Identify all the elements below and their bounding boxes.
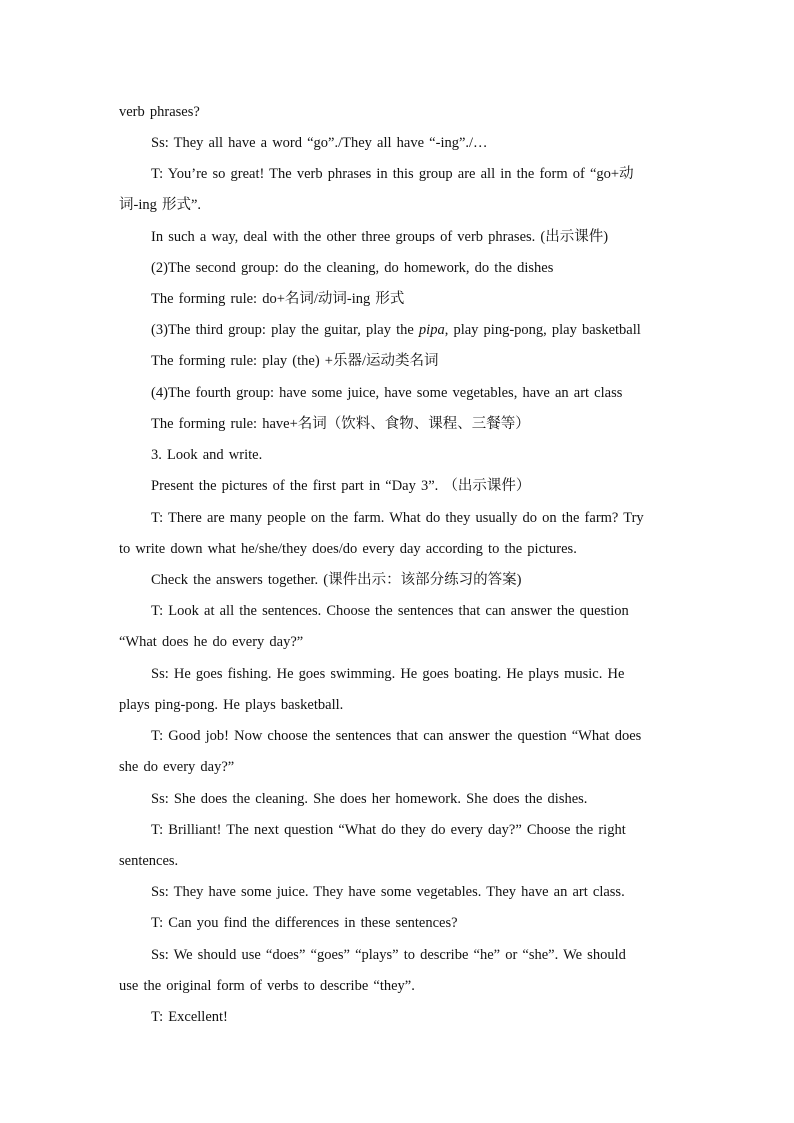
text-segment: , play ping-pong, play basketball — [444, 322, 641, 338]
text-line: 3. Look and write. — [151, 447, 263, 463]
text-line: she do every day?” — [119, 759, 235, 775]
italic-word: pipa — [418, 322, 445, 338]
text-line: The forming rule: have+名词（饮料、食物、课程、三餐等） — [151, 416, 530, 432]
text-line: 词-ing 形式”. — [119, 197, 202, 213]
text-line: to write down what he/she/they does/do every day according to the pictures. — [119, 541, 577, 557]
text-line: T: You’re so great! The verb phrases in this group are all in the form of “go+动 — [151, 166, 634, 182]
text-line — [0, 320, 794, 340]
text-line: T: Brilliant! The next question “What do they do every day?” Choose the right — [151, 822, 626, 838]
text-line: Ss: She does the cleaning. She does her homework. She does the dishes. — [151, 791, 588, 807]
text-line: use the original form of verbs to describe “they”. — [119, 978, 415, 994]
text-line: plays ping-pong. He plays basketball. — [119, 697, 344, 713]
text-line: (4)The fourth group: have some juice, have some vegetables, have an art class — [151, 385, 623, 401]
text-line: verb phrases? — [119, 104, 200, 120]
text-line: The forming rule: play (the) +乐器/运动类名词 — [151, 353, 439, 369]
text-line: Check the answers together. (课件出示：该部分练习的答案) — [151, 572, 522, 588]
text-line: Ss: They have some juice. They have some vegetables. They have an art class. — [151, 884, 625, 900]
text-line: (2)The second group: do the cleaning, do homework, do the dishes — [151, 260, 554, 276]
text-line: sentences. — [119, 853, 179, 869]
text-line: The forming rule: do+名词/动词-ing 形式 — [151, 291, 405, 307]
text-line: T: Good job! Now choose the sentences that can answer the question “What does — [151, 728, 642, 744]
text-line: T: Look at all the sentences. Choose the sentences that can answer the question — [151, 603, 629, 619]
text-line: T: Excellent! — [151, 1009, 228, 1025]
text-segment: (3)The third group: play the guitar, play the — [151, 322, 419, 338]
text-line: T: There are many people on the farm. What do they usually do on the farm? Try — [151, 510, 644, 526]
text-line: In such a way, deal with the other three groups of verb phrases. (出示课件) — [151, 229, 609, 245]
text-line: Ss: They all have a word “go”./They all have “-ing”./… — [151, 135, 488, 151]
text-line: “What does he do every day?” — [119, 634, 304, 650]
text-line: Ss: We should use “does” “goes” “plays” to describe “he” or “she”. We should — [151, 947, 626, 963]
text-line: Ss: He goes fishing. He goes swimming. He goes boating. He plays music. He — [151, 666, 625, 682]
text-line: Present the pictures of the first part in “Day 3”. （出示课件） — [151, 478, 531, 494]
text-line: T: Can you find the differences in these sentences? — [151, 915, 458, 931]
